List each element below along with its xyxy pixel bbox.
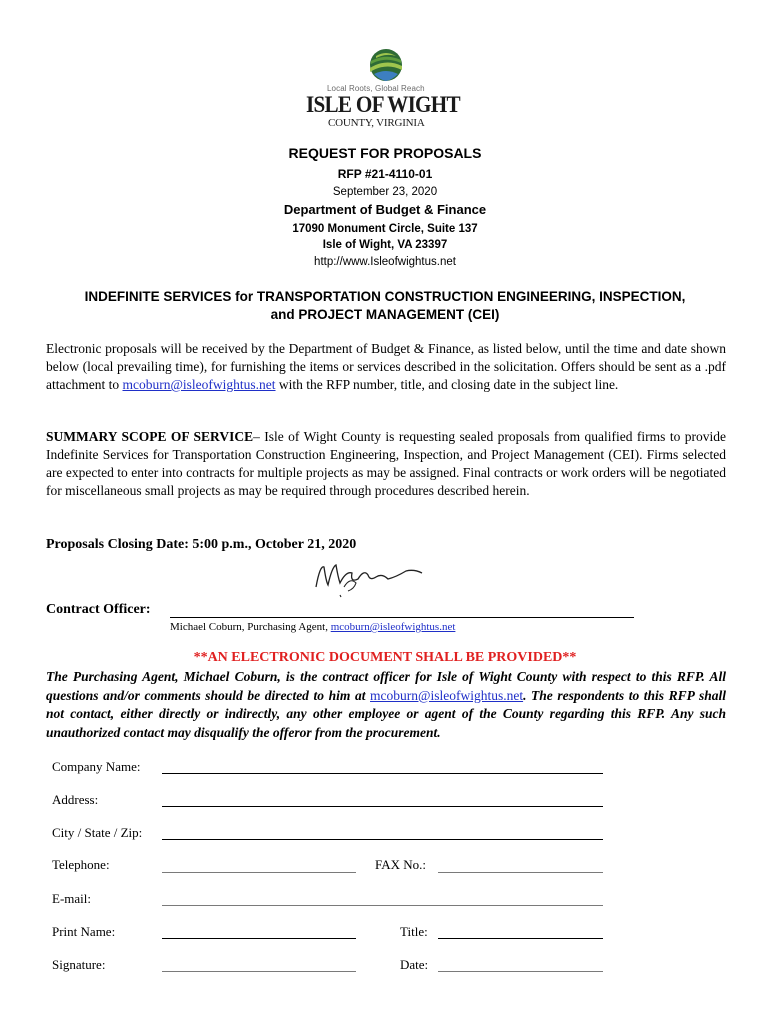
intro-text: Electronic proposals will be received by the Department of Budget & Finance, as listed below, until the time and date shown below (local prevailing time), for furnishing the items or services described in the solicitation. Offers should be sent as a .pdf attachment to — [46, 341, 726, 392]
contact-policy-email-link[interactable]: mcoburn@isleofwightus.net — [370, 687, 524, 703]
project-title-line-1: INDEFINITE SERVICES for TRANSPORTATION CONSTRUCTION ENGINEERING, INSPECTION, — [84, 289, 686, 304]
contract-officer-label: Contract Officer: — [46, 602, 151, 617]
logo-subtitle: COUNTY, VIRGINIA — [328, 117, 425, 129]
telephone-field[interactable] — [162, 872, 356, 873]
closing-date: Proposals Closing Date: 5:00 p.m., October 21, 2020 — [46, 537, 357, 552]
project-title-line-2: and PROJECT MANAGEMENT (CEI) — [270, 307, 500, 322]
document-title: REQUEST FOR PROPOSALS — [288, 145, 482, 161]
date-label: Date: — [400, 957, 429, 972]
address-label: Address: — [52, 792, 99, 807]
address-line-2: Isle of Wight, VA 23397 — [322, 239, 448, 251]
title-field[interactable] — [438, 938, 603, 939]
handwritten-signature — [310, 557, 430, 599]
city-state-zip-label: City / State / Zip: — [52, 825, 143, 840]
fax-label: FAX No.: — [375, 857, 427, 872]
logo-name: ISLE OF WIGHT — [306, 92, 460, 117]
date-field[interactable] — [438, 971, 603, 972]
signature-field[interactable] — [162, 971, 356, 972]
project-title — [40, 288, 730, 324]
website-link[interactable]: http://www.Isleofwightus.net — [314, 256, 456, 268]
scope-text: – Isle of Wight County is requesting sealed proposals from qualified firms to provide Indefinite Services for Transportation Construction Engineering, Inspection, and Project Management (CEI). Firms selected are expected to enter into contracts for multiple projects as may be assigned. Final contracts or work orders will be negotiated for miscellaneous small projects as may be required through procedures described herein. — [46, 429, 726, 498]
fax-field[interactable] — [438, 872, 603, 873]
electronic-document-notice: **AN ELECTRONIC DOCUMENT SHALL BE PROVIDED** — [193, 650, 577, 665]
contract-officer-signature-line — [170, 617, 634, 618]
email-field[interactable] — [162, 905, 603, 906]
county-logo — [290, 48, 480, 134]
intro-email-link[interactable]: mcoburn@isleofwightus.net — [122, 377, 276, 392]
logo-tagline: Local Roots, Global Reach — [327, 84, 425, 93]
print-name-label: Print Name: — [52, 924, 116, 939]
company-name-label: Company Name: — [52, 759, 141, 774]
issue-date: September 23, 2020 — [332, 186, 438, 198]
contact-policy-paragraph — [46, 668, 726, 742]
intro-paragraph — [46, 340, 726, 394]
address-field[interactable] — [162, 806, 603, 807]
contract-officer-name — [170, 621, 455, 633]
telephone-label: Telephone: — [52, 857, 110, 872]
print-name-field[interactable] — [162, 938, 356, 939]
address-line-1: 17090 Monument Circle, Suite 137 — [292, 223, 478, 235]
contact-policy-text: The Purchasing Agent, Michael Coburn, is the contract officer for Isle of Wight County with respect to this RFP. All questions and/or comments should be directed to him at — [46, 669, 726, 703]
company-name-field[interactable] — [162, 773, 603, 774]
city-state-zip-field[interactable] — [162, 839, 603, 840]
scope-heading: SUMMARY SCOPE OF SERVICE — [46, 429, 254, 444]
department-name: Department of Budget & Finance — [283, 202, 487, 217]
title-label: Title: — [400, 924, 428, 939]
county-seal-icon — [368, 48, 404, 82]
contract-officer-email-link[interactable]: mcoburn@isleofwightus.net — [330, 621, 456, 633]
email-label: E-mail: — [52, 891, 91, 906]
rfp-number: RFP #21-4110-01 — [337, 167, 433, 181]
signature-label: Signature: — [52, 957, 106, 972]
scope-paragraph — [46, 428, 726, 500]
intro-text-end: with the RFP number, title, and closing date in the subject line. — [275, 377, 619, 392]
contact-policy-text-end: . The respondents to this RFP shall not contact, either directly or indirectly, any other employee or agent of the County regarding this RFP. Any such unauthorized contact may disqualify the offeror from the procurement. — [46, 687, 726, 740]
contract-officer-title: Michael Coburn, Purchasing Agent, — [170, 621, 331, 633]
